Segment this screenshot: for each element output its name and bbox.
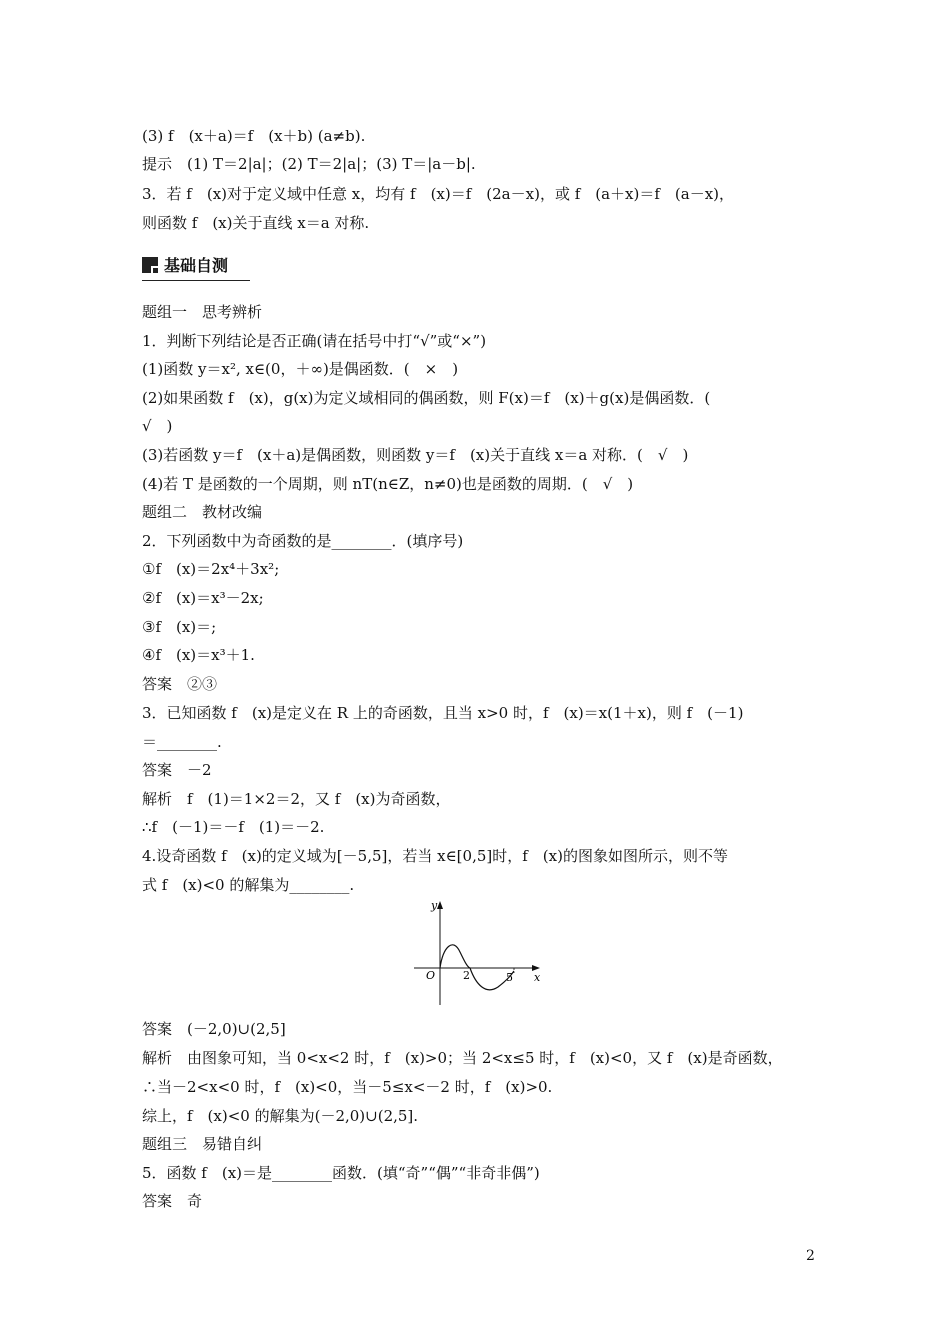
text-line: 题组三 易错自纠 [142, 1135, 263, 1153]
function-curve [440, 945, 514, 990]
section-heading [142, 254, 250, 281]
text-line: 4.设奇函数 f (x)的定义域为[－5,5]，若当 x∈[0,5]时，f (x)的图象如图所示，则不等 [142, 847, 728, 865]
text-line: 3．已知函数 f (x)是定义在 R 上的奇函数，且当 x>0 时，f (x)＝x(1＋x)，则 f (－1) [142, 704, 744, 722]
text-line: ∴当－2<x<0 时，f (x)<0，当－5≤x<－2 时，f (x)>0. [142, 1078, 553, 1096]
tick-label-5: 5 [506, 971, 513, 984]
text-line: (3)若函数 y＝f (x＋a)是偶函数，则函数 y＝f (x)关于直线 x＝a 对称．( √ ) [142, 446, 689, 464]
y-axis-label: y [431, 899, 438, 912]
text-line: 2．下列函数中为奇函数的是________．(填序号) [142, 532, 464, 550]
text-line: 解析 由图象可知，当 0<x<2 时，f (x)>0；当 2<x≤5 时，f (x)<0，又 f (x)是奇函数， [142, 1049, 783, 1067]
function-graph [410, 897, 550, 1007]
tick-label-2: 2 [463, 969, 470, 982]
y-axis-arrow [437, 901, 443, 909]
text-line: ＝________. [142, 733, 222, 751]
text-line: ④f (x)＝x³＋1. [142, 646, 255, 664]
text-line: (1)函数 y＝x², x∈(0，＋∞)是偶函数．( × ) [142, 360, 459, 378]
text-line: (2)如果函数 f (x)，g(x)为定义域相同的偶函数，则 F(x)＝f (x)＋g(x)是偶函数．( [142, 389, 711, 407]
text-line: 5．函数 f (x)＝是________函数．(填“奇”“偶”“非奇非偶”) [142, 1164, 540, 1182]
text-line: 提示 (1) T＝2|a|；(2) T＝2|a|；(3) T＝|a－b|. [142, 155, 476, 173]
text-line: (4)若 T 是函数的一个周期，则 nT(n∈Z，n≠0)也是函数的周期．( √ ) [142, 475, 634, 493]
page-number: 2 [806, 1248, 815, 1264]
text-line: √ ) [142, 417, 173, 435]
section-square-icon [142, 257, 158, 273]
text-line: 式 f (x)<0 的解集为________. [142, 876, 355, 894]
text-line: 答案 (－2,0)∪(2,5] [142, 1020, 286, 1038]
text-line: 答案 －2 [142, 761, 212, 779]
text-line: (3) f (x＋a)＝f (x＋b) (a≠b). [142, 127, 366, 145]
text-line: 3．若 f (x)对于定义域中任意 x，均有 f (x)＝f (2a－x)，或 f (a＋x)＝f (a－x)， [142, 185, 735, 203]
text-line: 答案 奇 [142, 1192, 203, 1210]
text-line: 综上，f (x)<0 的解集为(－2,0)∪(2,5]. [142, 1107, 419, 1125]
text-line: 则函数 f (x)关于直线 x＝a 对称. [142, 214, 370, 232]
text-line: 答案 ②③ [142, 675, 218, 693]
text-line: 题组二 教材改编 [142, 503, 263, 521]
origin-label: O [426, 969, 436, 982]
text-line: ①f (x)＝2x⁴＋3x²; [142, 560, 280, 578]
text-line: ②f (x)＝x³－2x; [142, 589, 264, 607]
text-line: 1．判断下列结论是否正确(请在括号中打“√”或“×”) [142, 332, 487, 350]
text-line: ∴f (－1)＝－f (1)＝－2. [142, 818, 325, 836]
text-line: 题组一 思考辨析 [142, 303, 263, 321]
x-axis-label: x [534, 971, 541, 984]
text-line: 解析 f (1)＝1×2＝2，又 f (x)为奇函数， [142, 790, 451, 808]
section-heading-text: 基础自测 [164, 256, 229, 275]
text-line: ③f (x)＝; [142, 618, 217, 636]
